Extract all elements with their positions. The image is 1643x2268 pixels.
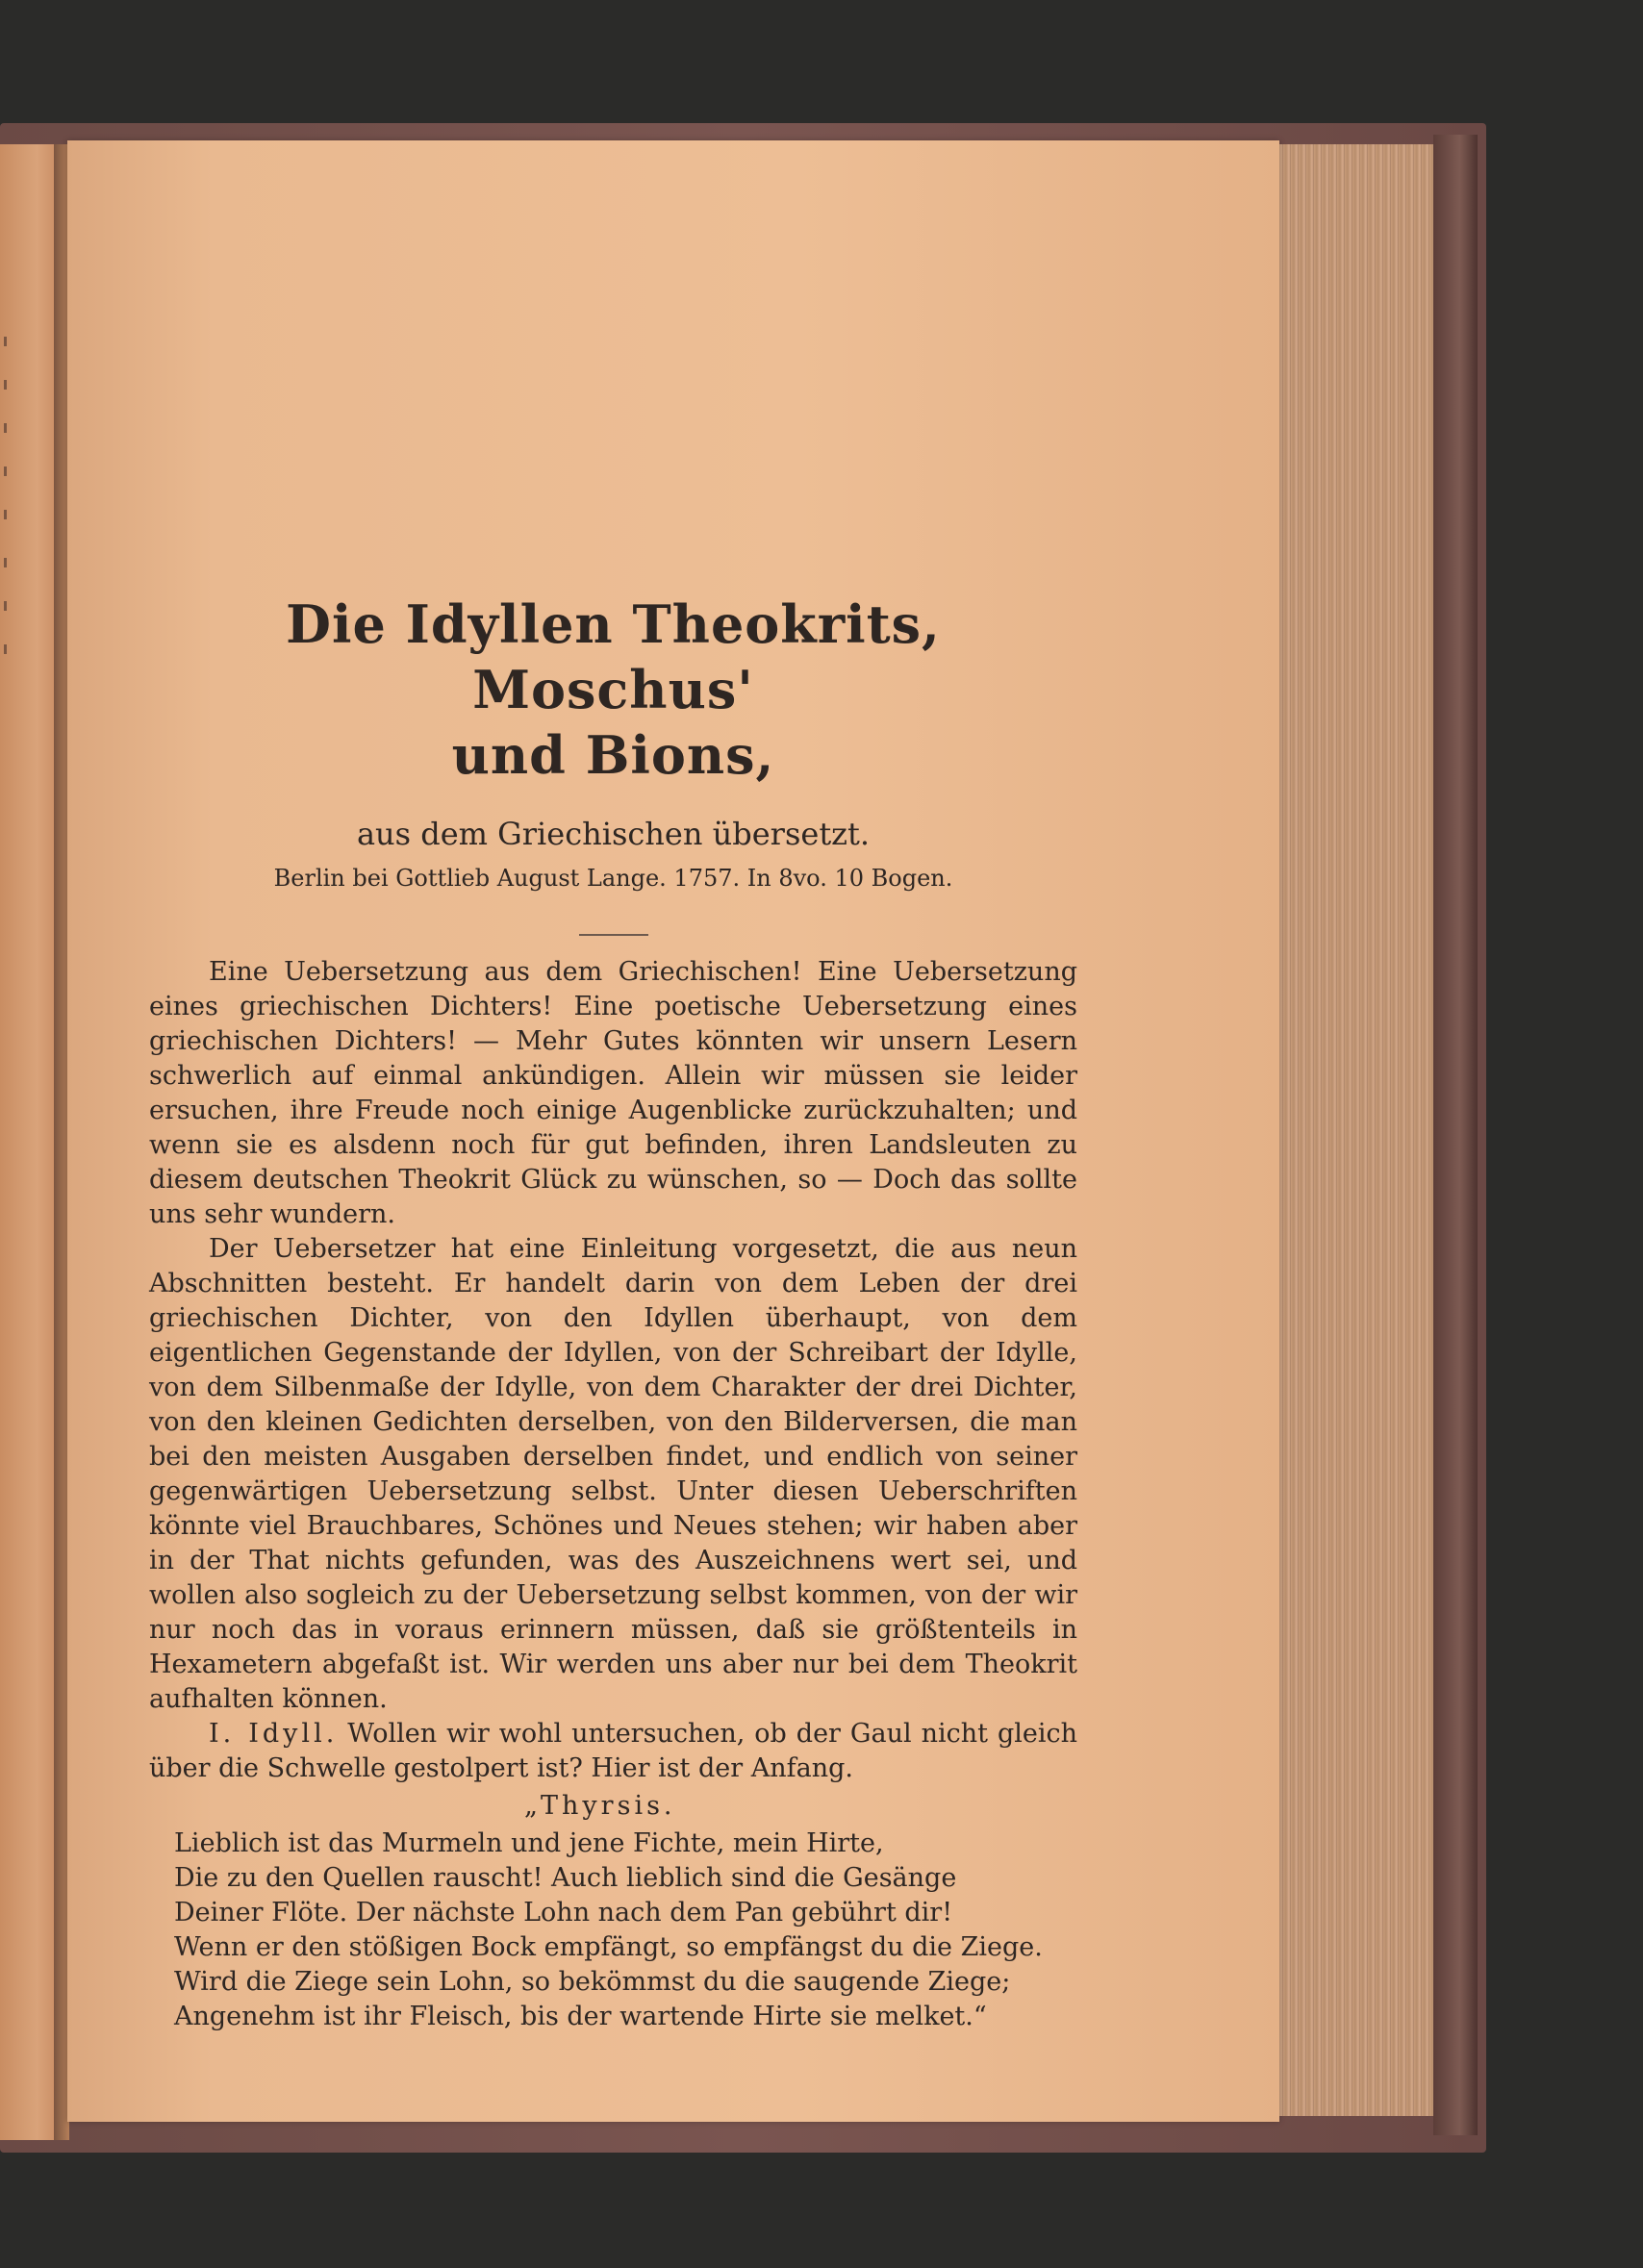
title-line-2: und Bions, <box>451 724 775 786</box>
title-line-1: Die Idyllen Theokrits, Moschus' <box>286 593 941 720</box>
poem-line: Die zu den Quellen rauscht! Auch lieblich sind die Gesänge <box>174 1863 957 1893</box>
paragraph-3-text: Wollen wir wohl untersuchen, ob der Gaul nicht gleich über die Schwelle gestolpert ist? Hier ist der Anfang. <box>149 1719 1078 1783</box>
left-page <box>0 144 62 2140</box>
page-content <box>149 592 1077 2034</box>
idyll-label: I. Idyll. <box>209 1719 339 1749</box>
publication-imprint: Berlin bei Gottlieb August Lange. 1757. In 8vo. 10 Bogen. <box>273 865 953 892</box>
poem-line: Lieblich ist das Murmeln und jene Fichte, mein Hirte, <box>174 1828 884 1858</box>
article-body <box>149 955 1077 1786</box>
article-title <box>149 592 1077 788</box>
back-cover-edge <box>1433 135 1478 2135</box>
left-page-text-fragments <box>0 144 62 2140</box>
poem-quotation <box>149 1827 1077 2034</box>
poem-line: Wird die Ziege sein Lohn, so bekömmst du die saugende Ziege; <box>174 1967 1011 1997</box>
paragraph-2: Der Uebersetzer hat eine Einleitung vorgesetzt, die aus neun Abschnitten besteht. Er handelt darin von dem Leben der drei griechischen Dichter, von den Idyllen überhaupt, von dem eigentlichen Gegenstande der Idyllen, von der Schreibart der Idylle, von dem Silbenmaße der Idylle, von dem Charakter der drei Dichter, von den kleinen Gedichten derselben, von den Bilderversen, die man bei den meisten Ausgaben derselben findet, und endlich von seiner gegenwärtigen Uebersetzung selbst. Unter diesen Ueberschriften könnte viel Brauchbares, Schönes und Neues stehen; wir haben aber in der That nichts gefunden, was des Auszeichnens wert sei, und wollen also sogleich zu der Uebersetzung selbst kommen, von der wir nur noch das in voraus erinnern müssen, daß sie größtenteils in Hexametern abgefaßt ist. Wir werden uns aber nur bei dem Theokrit aufhalten können. <box>149 1234 1077 1714</box>
paragraph-1: Eine Uebersetzung aus dem Griechischen! Eine Uebersetzung eines griechischen Dichters! Eine poetische Uebersetzung eines griechischen Dichters! — Mehr Gutes könnten wir unsern Lesern schwerlich auf einmal ankündigen. Allein wir müssen sie leider ersuchen, ihre Freude noch einige Augenblicke zurückzuhalten; und wenn sie es alsdenn noch für gut befinden, ihren Landsleuten zu diesem deutschen Theokrit Glück zu wünschen, so — Doch das sollte uns sehr wundern. <box>149 957 1077 1229</box>
poem-line: Wenn er den stößigen Bock empfängt, so empfängst du die Ziege. <box>174 1932 1043 1962</box>
poem-title: „Thyrsis. <box>524 1791 676 1821</box>
poem-line: Deiner Flöte. Der nächste Lohn nach dem Pan gebührt dir! <box>174 1898 953 1928</box>
poem-line: Angenehm ist ihr Fleisch, bis der wartende Hirte sie melket.“ <box>174 2002 987 2031</box>
page-block-edges <box>1268 144 1441 2116</box>
section-divider <box>579 934 648 936</box>
paragraph-3 <box>149 1717 1077 1786</box>
article-subtitle: aus dem Griechischen übersetzt. <box>356 816 871 852</box>
